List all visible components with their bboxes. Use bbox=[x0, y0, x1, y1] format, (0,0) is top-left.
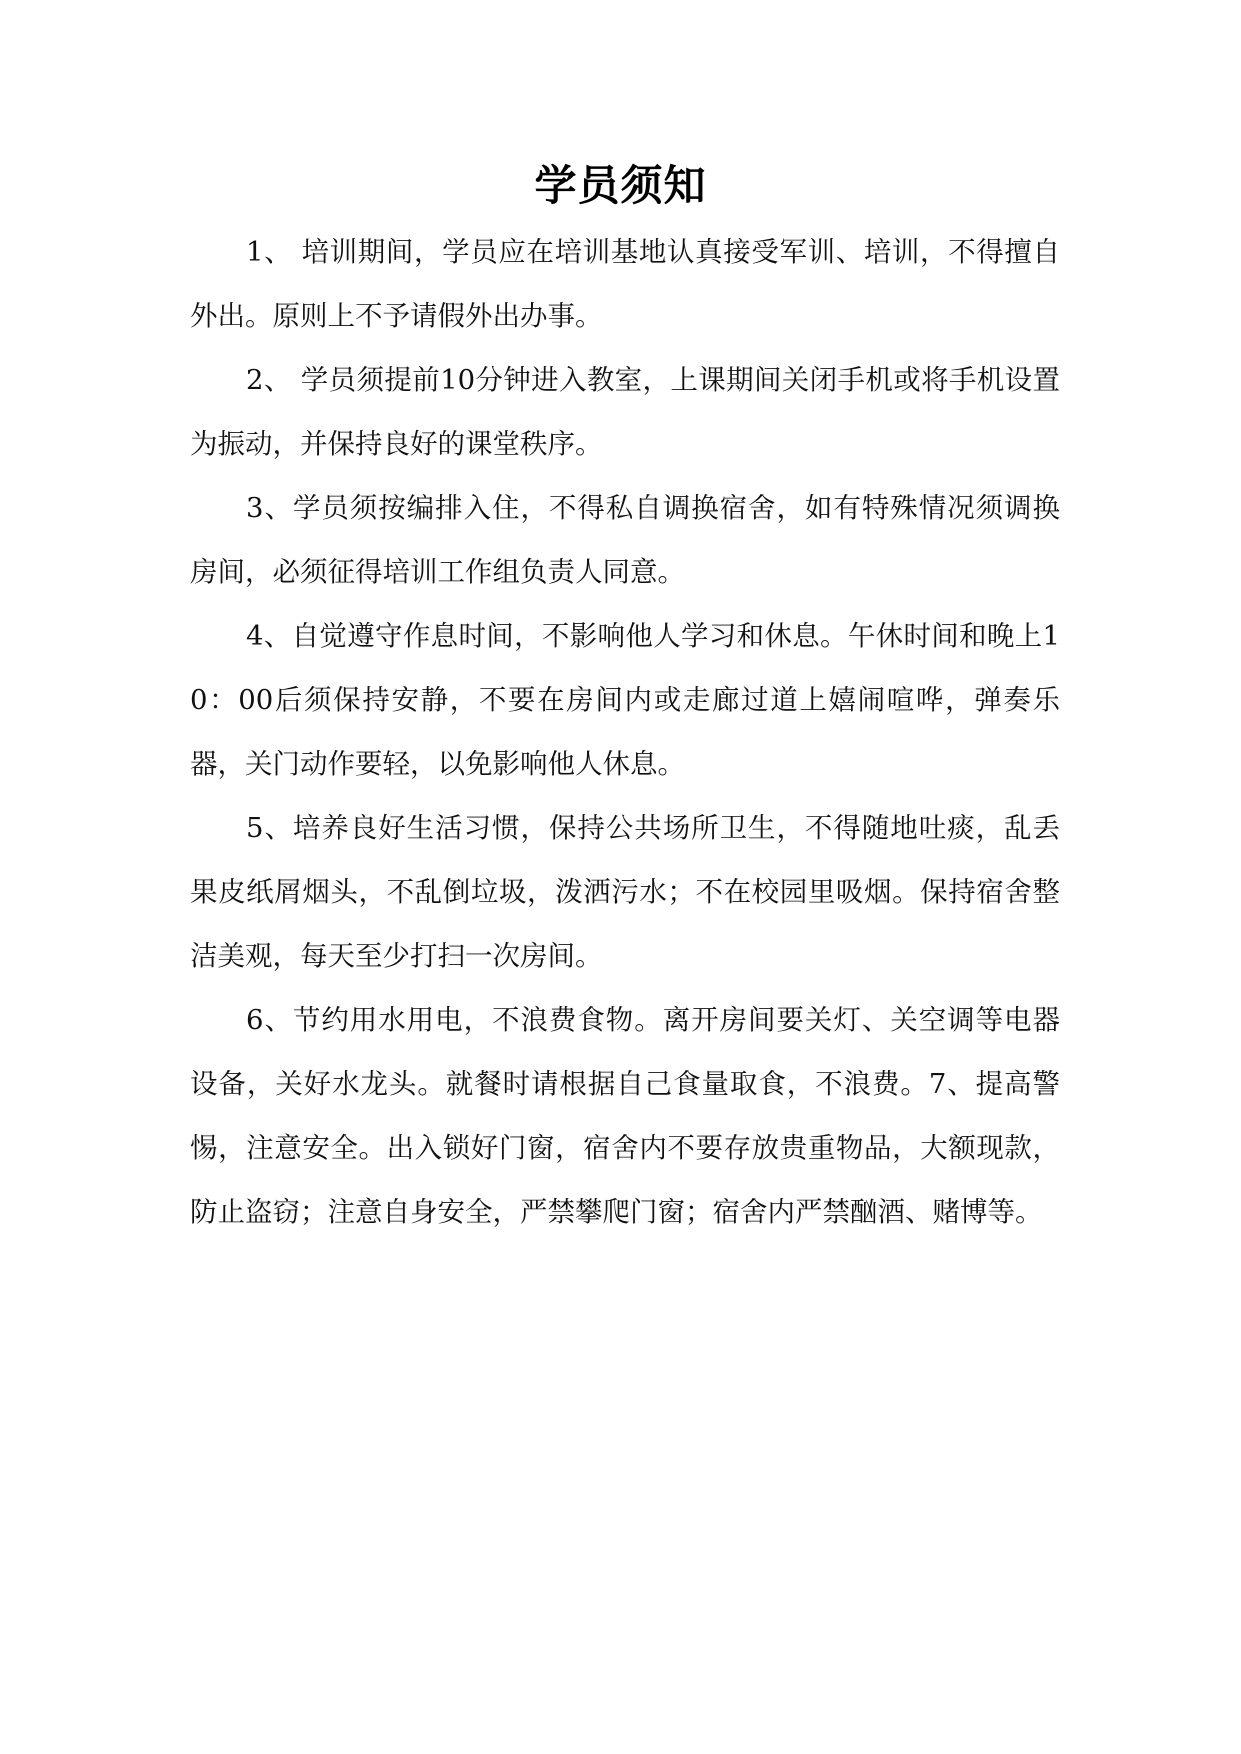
paragraph-4: 4、自觉遵守作息时间，不影响他人学习和休息。午休时间和晚上10：00后须保持安静，不要在房间内或走廊过道上嬉闹喧哗，弹奏乐器，关门动作要轻，以免影响他人休息。 bbox=[190, 620, 1060, 780]
document-title: 学员须知 bbox=[534, 161, 707, 210]
paragraph-1: 1、 培训期间，学员应在培训基地认真接受军训、培训，不得擅自外出。原则上不予请假外出办事。 bbox=[190, 236, 1060, 332]
paragraph-5: 5、培养良好生活习惯，保持公共场所卫生，不得随地吐痰，乱丢果皮纸屑烟头，不乱倒垃圾，泼洒污水；不在校园里吸烟。保持宿舍整洁美观，每天至少打扫一次房间。 bbox=[190, 812, 1060, 972]
document-body bbox=[190, 220, 1060, 1244]
paragraph-2: 2、 学员须提前10分钟进入教室，上课期间关闭手机或将手机设置为振动，并保持良好的课堂秩序。 bbox=[190, 364, 1060, 460]
paragraph-6: 6、节约用水用电，不浪费食物。离开房间要关灯、关空调等电器设备，关好水龙头。就餐时请根据自己食量取食，不浪费。7、提高警惕，注意安全。出入锁好门窗，宿舍内不要存放贵重物品，大额现款，防止盗窃；注意自身安全，严禁攀爬门窗；宿舍内严禁酗酒、赌博等。 bbox=[190, 1004, 1060, 1228]
paragraph-3: 3、学员须按编排入住，不得私自调换宿舍，如有特殊情况须调换房间，必须征得培训工作组负责人同意。 bbox=[190, 492, 1060, 588]
